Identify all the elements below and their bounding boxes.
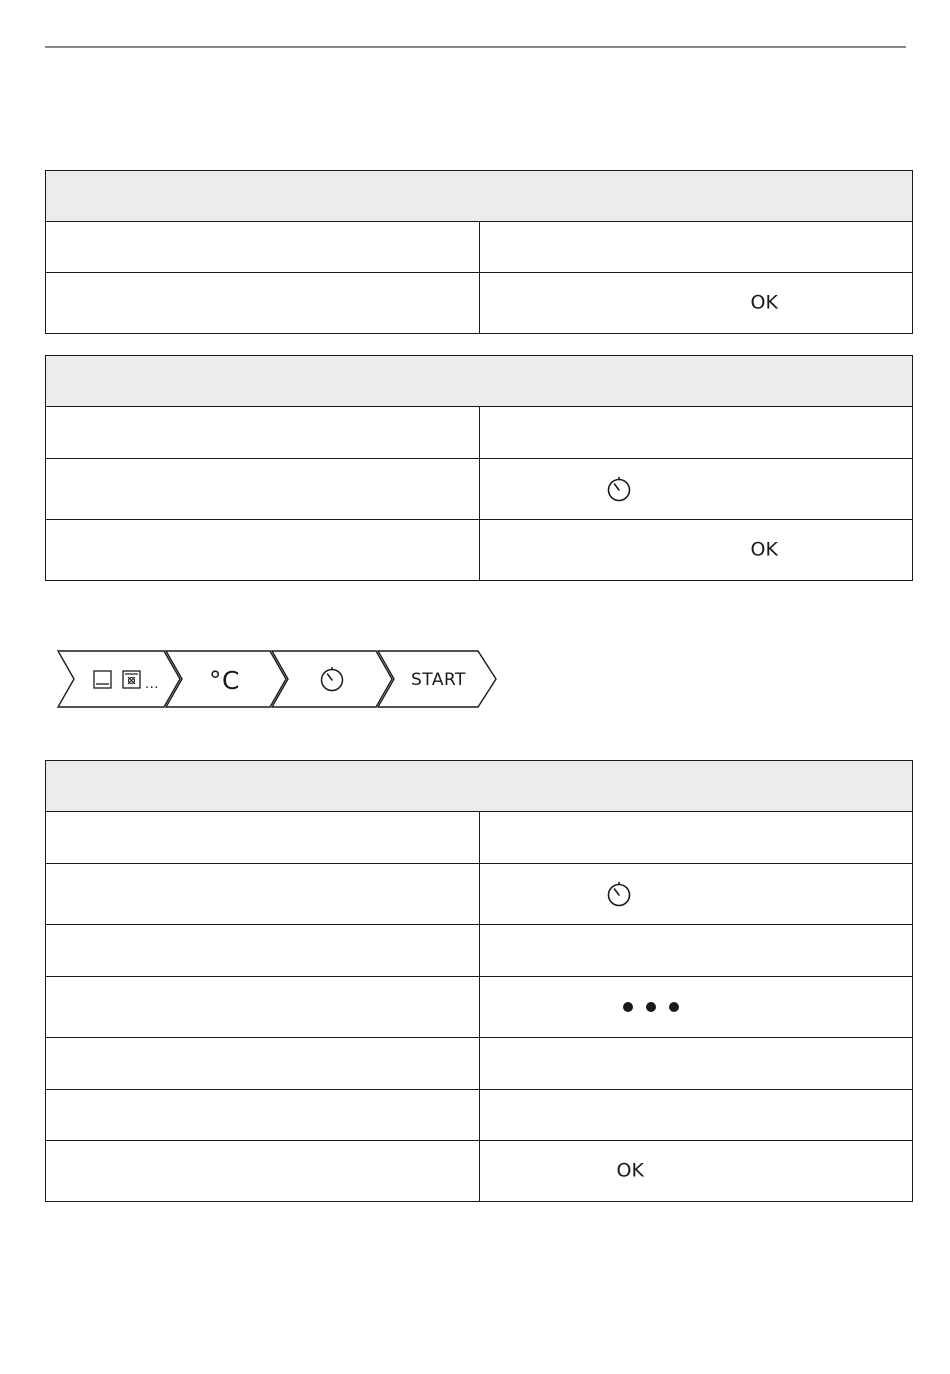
steps-table-1 <box>45 170 913 334</box>
more-functions-ellipsis: ... <box>145 677 159 692</box>
table-header-row <box>46 761 913 812</box>
table-header-row <box>46 356 913 407</box>
table-row <box>46 1141 913 1202</box>
step-text-cell <box>479 459 913 520</box>
step-text-cell <box>479 273 913 334</box>
table-row <box>46 520 913 581</box>
three-dots-icon <box>621 1000 681 1014</box>
table-row <box>46 407 913 459</box>
step-text-cell <box>479 1141 913 1202</box>
flow-step-function <box>58 651 180 707</box>
table-row <box>46 925 913 977</box>
step-number-cell <box>46 459 480 520</box>
timer-icon <box>606 880 632 908</box>
table-header-cell <box>46 356 913 407</box>
step-number-cell <box>46 520 480 581</box>
step-number-cell <box>46 1090 480 1141</box>
table-row <box>46 222 913 273</box>
cooking-process-flow <box>56 650 498 708</box>
step-text-cell <box>479 1038 913 1090</box>
table-header-cell <box>46 761 913 812</box>
timer-icon <box>606 475 632 503</box>
table-header-cell <box>46 171 913 222</box>
step-text-cell <box>479 925 913 977</box>
step-text-cell <box>479 407 913 459</box>
step-number-cell <box>46 273 480 334</box>
table-row <box>46 273 913 334</box>
header-divider <box>45 46 906 48</box>
step-number-cell <box>46 977 480 1038</box>
step-text-cell <box>479 222 913 273</box>
ok-button-label: OK <box>750 538 778 561</box>
step-number-cell <box>46 222 480 273</box>
table-row <box>46 459 913 520</box>
step-number-cell <box>46 812 480 864</box>
steps-table-2 <box>45 355 913 581</box>
start-label: START <box>411 670 466 690</box>
ok-button-label: OK <box>750 291 778 314</box>
flow-step-timer <box>272 651 392 707</box>
flow-step-start <box>378 651 496 707</box>
table-row <box>46 977 913 1038</box>
step-number-cell <box>46 407 480 459</box>
ok-button-label: OK <box>616 1159 644 1182</box>
temperature-label: °C <box>209 666 240 695</box>
flow-step-temperature <box>166 651 286 707</box>
steps-table-3 <box>45 760 913 1202</box>
step-number-cell <box>46 1141 480 1202</box>
step-number-cell <box>46 1038 480 1090</box>
step-text-cell <box>479 977 913 1038</box>
step-text-cell <box>479 812 913 864</box>
step-number-cell <box>46 925 480 977</box>
table-row <box>46 1038 913 1090</box>
table-row <box>46 812 913 864</box>
step-text-cell <box>479 1090 913 1141</box>
step-number-cell <box>46 864 480 925</box>
table-header-row <box>46 171 913 222</box>
table-row <box>46 1090 913 1141</box>
table-row <box>46 864 913 925</box>
step-text-cell <box>479 520 913 581</box>
step-text-cell <box>479 864 913 925</box>
